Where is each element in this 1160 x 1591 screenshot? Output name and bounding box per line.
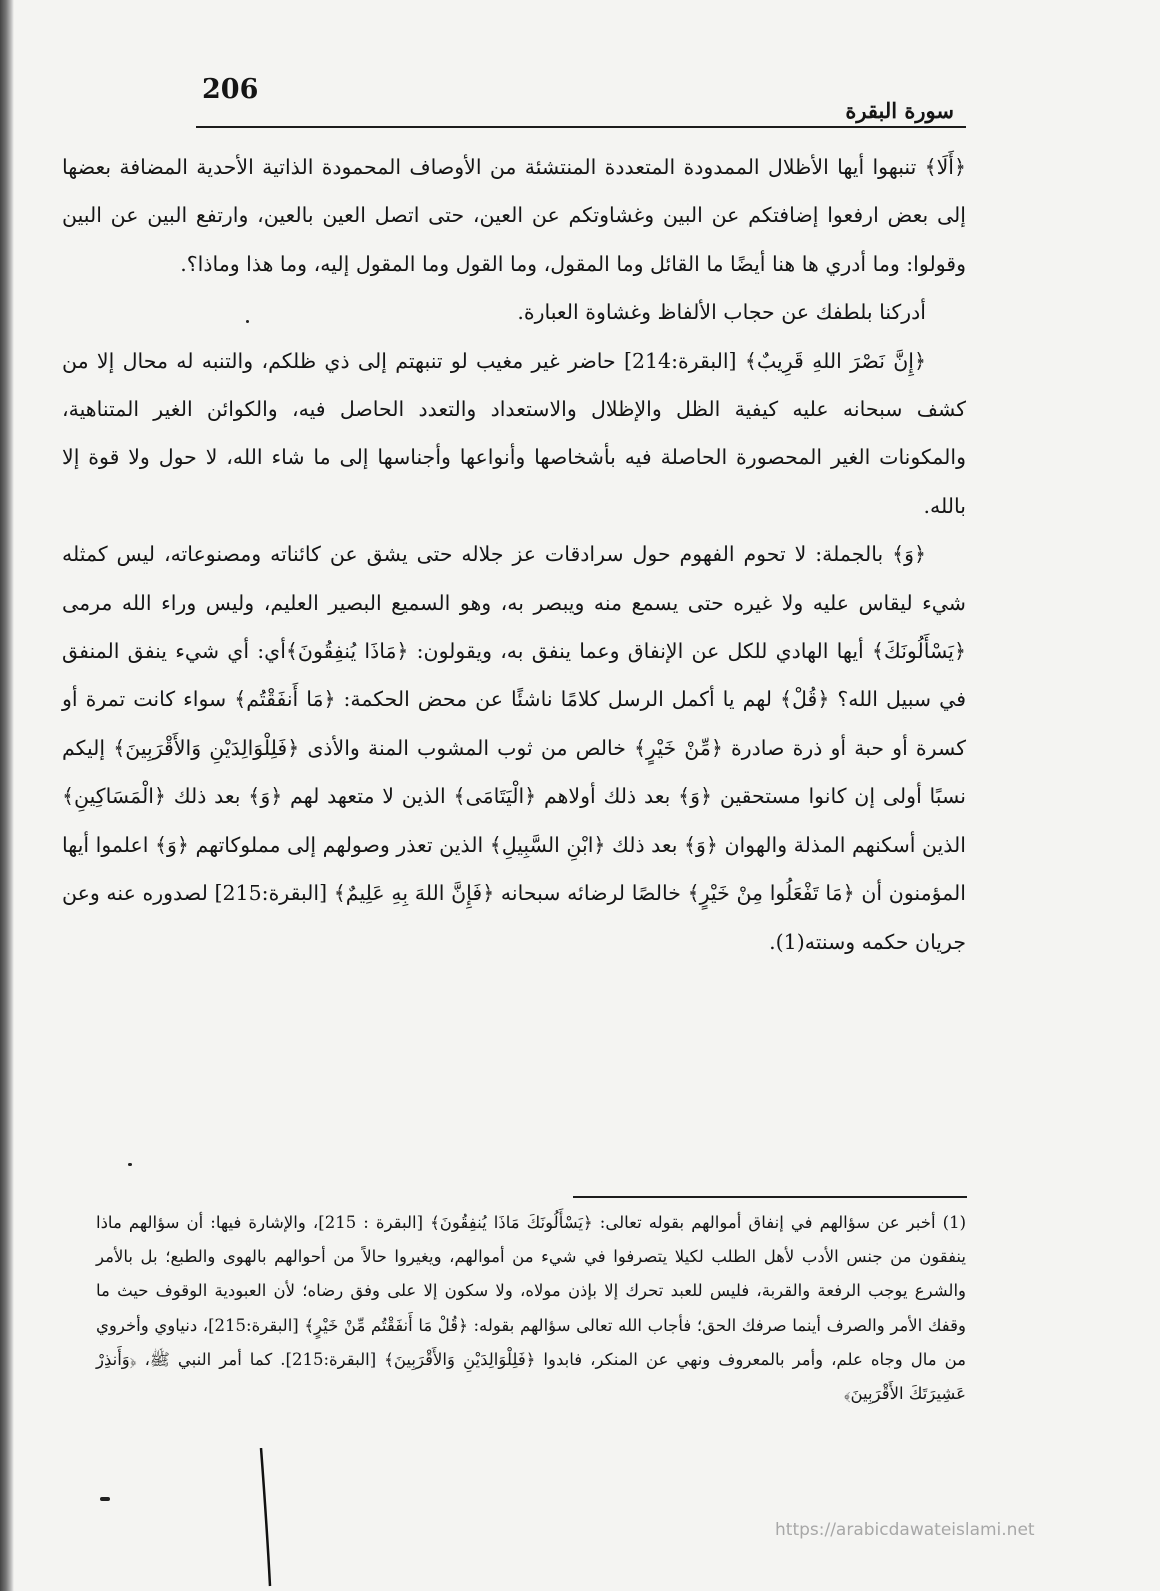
page-number: 206 <box>202 74 259 105</box>
paragraph-1: ﴿أَلَا﴾ تنبهوا أيها الأظلال الممدودة المتعددة المنتشئة من الأوصاف المحمودة الذاتية الأحدية المضافة بعضها إلى بعض ارفعوا إضافتكم عن البين وغشاوتكم عن العين، حتى اتصل العين بالعين، وارتفع البين عن البين وقولوا: وما أدري ها هنا أيضًا ما القائل وما المقول، وما القول وما المقول إليه، وما هذا وماذا؟. <box>62 155 966 276</box>
scan-edge-shadow <box>0 0 14 1591</box>
header-rule <box>196 126 966 128</box>
scan-speck <box>246 320 249 323</box>
pen-stroke-mark <box>258 1448 274 1588</box>
surah-title: سورة البقرة <box>845 98 954 123</box>
scan-speck <box>100 1497 110 1501</box>
paragraph-2: أدركنا بلطفك عن حجاب الألفاظ وغشاوة العبارة. <box>517 300 926 325</box>
footnote <box>96 1206 966 1411</box>
watermark-url: https://arabicdawateislami.net <box>775 1520 1035 1540</box>
paragraph-4: ﴿وَ﴾ بالجملة: لا تحوم الفهوم حول سرادقات عز جلاله حتى يشق عن كائناته ومصنوعاته، ليس كمثله شيء ليقاس عليه ولا غيره حتى يسمع منه ويبصر به، وهو السميع البصير العليم، وليس وراء الله مرمى ﴿يَسْأَلُونَكَ﴾ أيها الهادي للكل عن الإنفاق وعما ينفق به، ويقولون: ﴿مَاذَا يُنفِقُونَ﴾أي: أي شيء ينفق المنفق في سبيل الله؟ ﴿قُلْ﴾ لهم يا أكمل الرسل كلامًا ناشئًا عن محض الحكمة: ﴿مَا أَنفَقْتُم﴾ سواء كانت تمرة أو كسرة أو حبة أو ذرة صادرة ﴿مِّنْ خَيْرٍ﴾ خالص من ثوب المشوب المنة والأذى ﴿فَلِلْوَالِدَيْنِ وَالأَقْرَبِينَ﴾ إليكم نسبًا أولى إن كانوا مستحقين ﴿وَ﴾ بعد ذلك أولاهم ﴿الْيَتَامَى﴾ الذين لا متعهد لهم ﴿وَ﴾ بعد ذلك ﴿الْمَسَاكِينِ﴾ الذين أسكنهم المذلة والهوان ﴿وَ﴾ بعد ذلك ﴿ابْنِ السَّبِيلِ﴾ الذين تعذر وصولهم إلى مملوكاتهم ﴿وَ﴾ اعلموا أيها المؤمنون أن ﴿مَا تَفْعَلُوا مِنْ خَيْرٍ﴾ خالصًا لرضائه سبحانه ﴿فَإِنَّ اللهَ بِهِ عَلِيمٌ﴾ [البقرة:215] لصدوره عنه وعن جريان حكمه وسنته(1). <box>62 542 966 954</box>
footnote-text: (1) أخبر عن سؤالهم في إنفاق أموالهم بقوله تعالى: ﴿يَسْأَلُونَكَ مَاذَا يُنفِقُونَ﴾ [البقرة : 215]، والإشارة فيها: أن سؤالهم ماذا ينفقون من جنس الأدب لأهل الطلب لكيلا يتصرفوا في شيء من أموالهم، ويغيروا حالاً من أحوالهم بالهوى والطبع؛ بل بالأمر والشرع يوجب الرفعة والقربة، فليس للعبد تحرك إلا بإذن مولاه، ولا سكون إلا على وفق رضاه؛ لأن العبودية الوقوف حيث ما وقفك الأمر والصرف أينما صرفك الحق؛ فأجاب الله تعالى سؤالهم بقوله: ﴿قُلْ مَا أَنفَقْتُم مِّنْ خَيْرٍ﴾ [البقرة:215]، دنياوي وأخروي من مال وجاه علم، وأمر بالمعروف ونهي عن المنكر، فابدوا ﴿فَلِلْوَالِدَيْنِ وَالأَقْرَبِينَ﴾ [البقرة:215]. كما أمر النبي ﷺ، ﴿وَأَنذِرْ عَشِيرَتَكَ الأَقْرَبِينَ﴾ <box>96 1213 967 1404</box>
main-text <box>62 143 966 966</box>
paragraph-3: ﴿إِنَّ نَصْرَ اللهِ قَرِيبٌ﴾ [البقرة:214] حاضر غير مغيب لو تنبهتم إلى ذي ظلكم، والتنبه له محال إلا من كشف سبحانه عليه كيفية الظل والإظلال والاستعداد والتعدد الحاصل فيه، والكوائن الغير المتناهية، والمكونات الغير المحصورة الحاصلة فيه بأشخاصها وأنواعها وأجناسها إلى ما شاء الله، لا حول ولا قوة إلا بالله. <box>62 348 966 518</box>
scan-speck <box>128 1163 132 1166</box>
footnote-rule <box>573 1196 967 1198</box>
